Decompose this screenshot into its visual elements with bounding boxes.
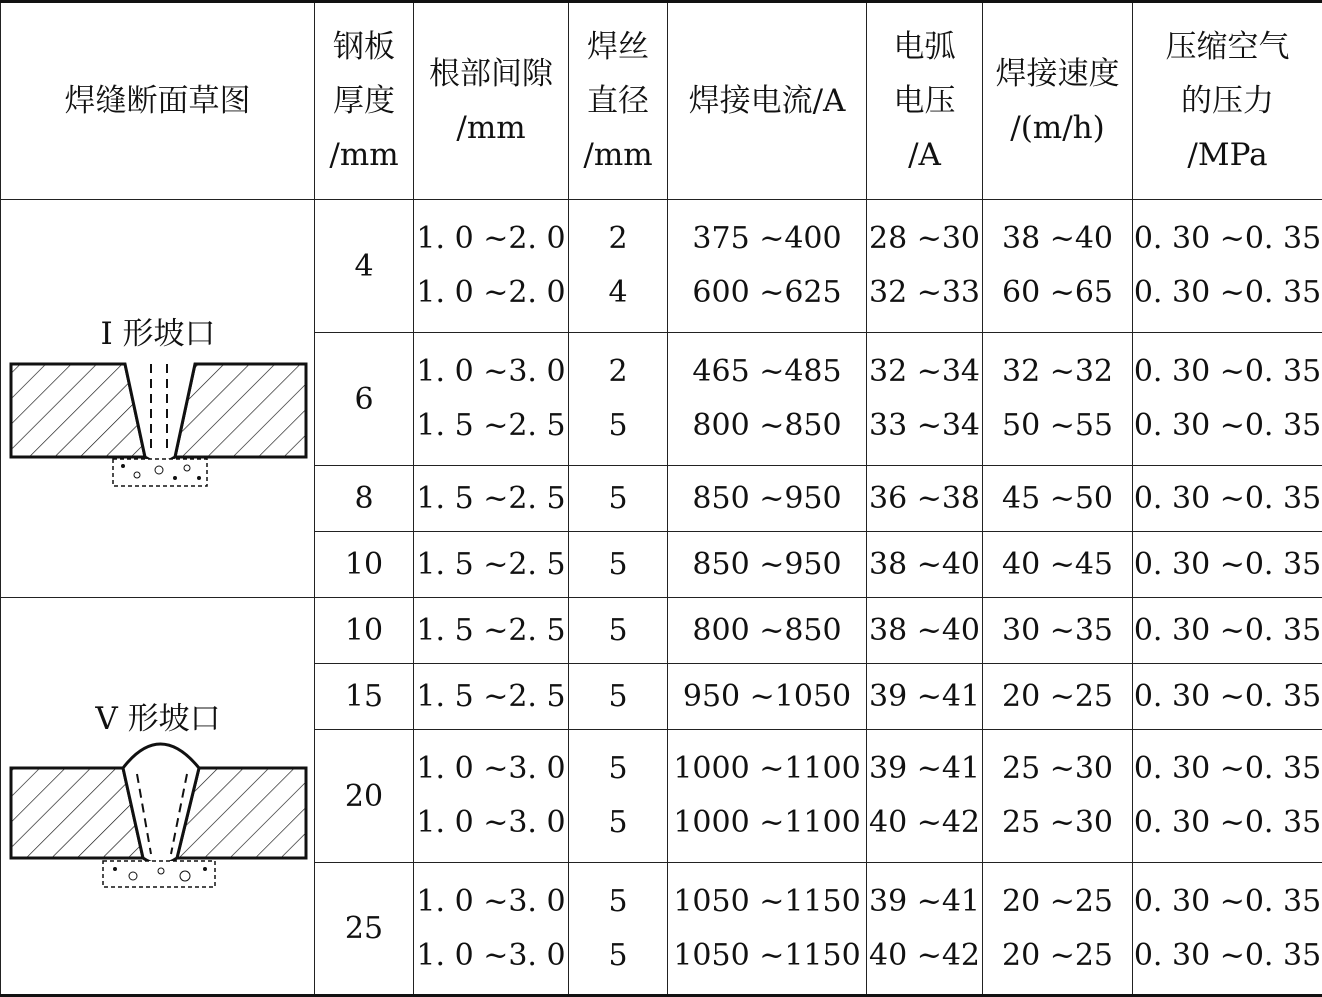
thickness-cell: 25 [315,863,414,996]
current-value: 1050 ~1150 [673,937,861,973]
current-value: 1000 ~1100 [673,751,861,786]
pressure-cell [1133,466,1322,532]
pressure-value: 0. 30 ~0. 35 [1133,354,1322,389]
voltage-value: 39 ~41 [868,883,981,919]
pressure-cell [1133,333,1322,466]
current-value: 850 ~950 [692,546,842,582]
speed-value: 30 ~35 [1001,612,1114,648]
wire-cell [569,664,668,730]
pressure-value: 0. 30 ~0. 35 [1133,805,1322,840]
voltage-value: 38 ~40 [868,612,981,648]
current-cell [668,333,867,466]
sketch-cell [1,200,315,598]
wire-cell [569,466,668,532]
header-thickness [315,2,414,200]
thickness-cell: 6 [315,333,414,466]
header-speed-line: /(m/h) [1010,110,1105,146]
gap-value: 1. 0 ~3. 0 [416,883,566,919]
thickness-cell: 10 [315,532,414,598]
thickness-cell: 8 [315,466,414,532]
thickness-cell: 4 [315,200,414,333]
current-value: 600 ~625 [692,275,842,310]
header-current-text: 焊接电流/A [688,83,846,119]
header-thickness-line: /mm [329,137,399,173]
thickness-cell: 15 [315,664,414,730]
header-voltage [867,2,983,200]
wire-cell [569,730,668,863]
header-speed [983,2,1133,200]
speed-cell [983,200,1133,333]
gap-value: 1. 5 ~2. 5 [416,480,566,516]
speed-value: 60 ~65 [1001,275,1114,310]
voltage-value: 39 ~41 [868,678,981,714]
speed-cell [983,466,1133,532]
current-value: 465 ~485 [692,354,842,389]
i-groove-weld-sketch-icon [1,332,315,492]
speed-cell [983,598,1133,664]
voltage-cell [867,333,983,466]
current-cell [668,532,867,598]
current-value: 800 ~850 [692,612,842,648]
header-pressure-line: 压缩空气 [1165,29,1290,65]
voltage-cell [867,598,983,664]
pressure-value: 0. 30 ~0. 35 [1133,678,1322,714]
gap-value: 1. 5 ~2. 5 [416,408,566,443]
speed-value: 32 ~32 [1001,354,1114,389]
wire-cell [569,200,668,333]
header-thickness-line: 厚度 [333,83,395,119]
wire-value: 2 [608,221,628,256]
wire-value: 5 [608,480,628,516]
gap-value: 1. 5 ~2. 5 [416,678,566,714]
gap-cell [414,863,569,996]
gap-value: 1. 0 ~2. 0 [416,221,566,256]
header-wire-line: /mm [583,137,653,173]
gap-value: 1. 0 ~2. 0 [416,275,566,310]
speed-value: 25 ~30 [1001,751,1114,786]
table-row [1,598,1322,664]
groove-type-label: V 形坡口 [95,701,221,737]
speed-cell [983,730,1133,863]
gap-cell [414,200,569,333]
header-sketch-text: 焊缝断面草图 [64,83,251,119]
voltage-cell [867,466,983,532]
header-gap-line: 根部间隙 [429,56,553,92]
pressure-cell [1133,532,1322,598]
pressure-cell [1133,664,1322,730]
voltage-value: 32 ~34 [868,354,981,389]
speed-value: 25 ~30 [1001,805,1114,840]
header-current [668,2,867,200]
wire-cell [569,532,668,598]
speed-value: 20 ~25 [1001,883,1114,919]
header-thickness-line: 钢板 [333,29,395,65]
pressure-value: 0. 30 ~0. 35 [1133,883,1322,919]
gap-cell [414,664,569,730]
current-value: 1000 ~1100 [673,805,861,840]
voltage-value: 40 ~42 [868,805,981,840]
pressure-cell [1133,730,1322,863]
sketch-cell [1,598,315,996]
current-value: 1050 ~1150 [673,883,861,919]
current-value: 850 ~950 [692,480,842,516]
groove-type-label: I 形坡口 [100,316,216,352]
voltage-cell [867,532,983,598]
wire-cell [569,333,668,466]
voltage-cell [867,730,983,863]
voltage-value: 33 ~34 [868,408,981,443]
speed-value: 50 ~55 [1001,408,1114,443]
pressure-value: 0. 30 ~0. 35 [1133,275,1322,310]
speed-cell [983,532,1133,598]
voltage-value: 39 ~41 [868,751,981,786]
current-cell [668,730,867,863]
speed-value: 20 ~25 [1001,678,1114,714]
current-cell [668,664,867,730]
speed-cell [983,863,1133,996]
speed-value: 38 ~40 [1001,221,1114,256]
header-gap [414,2,569,200]
current-cell [668,863,867,996]
header-voltage-line: 电压 [893,83,956,119]
pressure-value: 0. 30 ~0. 35 [1133,408,1322,443]
gap-value: 1. 0 ~3. 0 [416,354,566,389]
speed-cell [983,664,1133,730]
wire-value: 5 [608,678,628,714]
header-row [1,2,1322,200]
wire-value: 2 [608,354,628,389]
wire-value: 5 [608,612,628,648]
voltage-cell [867,863,983,996]
wire-value: 5 [608,937,628,973]
header-voltage-line: /A [908,137,941,173]
pressure-value: 0. 30 ~0. 35 [1133,612,1322,648]
wire-value: 5 [608,751,628,786]
header-gap-line: /mm [456,110,526,146]
gap-value: 1. 0 ~3. 0 [416,805,566,840]
wire-cell [569,863,668,996]
header-pressure-line: /MPa [1187,137,1268,173]
voltage-value: 38 ~40 [868,546,981,582]
header-voltage-line: 电弧 [893,29,956,65]
current-cell [668,598,867,664]
current-cell [668,200,867,333]
speed-value: 20 ~25 [1001,937,1114,973]
pressure-value: 0. 30 ~0. 35 [1133,221,1322,256]
voltage-value: 32 ~33 [868,275,981,310]
header-sketch [1,2,315,200]
speed-cell [983,333,1133,466]
current-value: 950 ~1050 [682,678,852,714]
v-groove-weld-sketch-icon [1,730,315,890]
header-wire-line: 直径 [587,83,649,119]
table-row [1,200,1322,333]
gap-value: 1. 5 ~2. 5 [416,612,566,648]
wire-value: 5 [608,408,628,443]
gap-value: 1. 0 ~3. 0 [416,937,566,973]
voltage-value: 40 ~42 [868,937,981,973]
pressure-value: 0. 30 ~0. 35 [1133,480,1322,516]
wire-value: 5 [608,805,628,840]
pressure-cell [1133,598,1322,664]
voltage-value: 36 ~38 [868,480,981,516]
current-value: 375 ~400 [692,221,842,256]
wire-value: 5 [608,546,628,582]
gap-cell [414,730,569,863]
voltage-value: 28 ~30 [868,221,981,256]
current-value: 800 ~850 [692,408,842,443]
header-speed-line: 焊接速度 [995,56,1120,92]
header-wire [569,2,668,200]
gap-cell [414,532,569,598]
thickness-cell: 20 [315,730,414,863]
header-wire-line: 焊丝 [587,29,649,65]
pressure-value: 0. 30 ~0. 35 [1133,546,1322,582]
gap-value: 1. 5 ~2. 5 [416,546,566,582]
wire-value: 4 [608,275,628,310]
speed-value: 45 ~50 [1001,480,1114,516]
voltage-cell [867,200,983,333]
gap-cell [414,598,569,664]
header-pressure [1133,2,1322,200]
wire-cell [569,598,668,664]
gap-cell [414,333,569,466]
speed-value: 40 ~45 [1001,546,1114,582]
gap-value: 1. 0 ~3. 0 [416,751,566,786]
pressure-cell [1133,863,1322,996]
gap-cell [414,466,569,532]
header-pressure-line: 的压力 [1181,83,1274,119]
voltage-cell [867,664,983,730]
pressure-value: 0. 30 ~0. 35 [1133,751,1322,786]
thickness-cell: 10 [315,598,414,664]
current-cell [668,466,867,532]
pressure-cell [1133,200,1322,333]
wire-value: 5 [608,883,628,919]
pressure-value: 0. 30 ~0. 35 [1133,937,1322,973]
